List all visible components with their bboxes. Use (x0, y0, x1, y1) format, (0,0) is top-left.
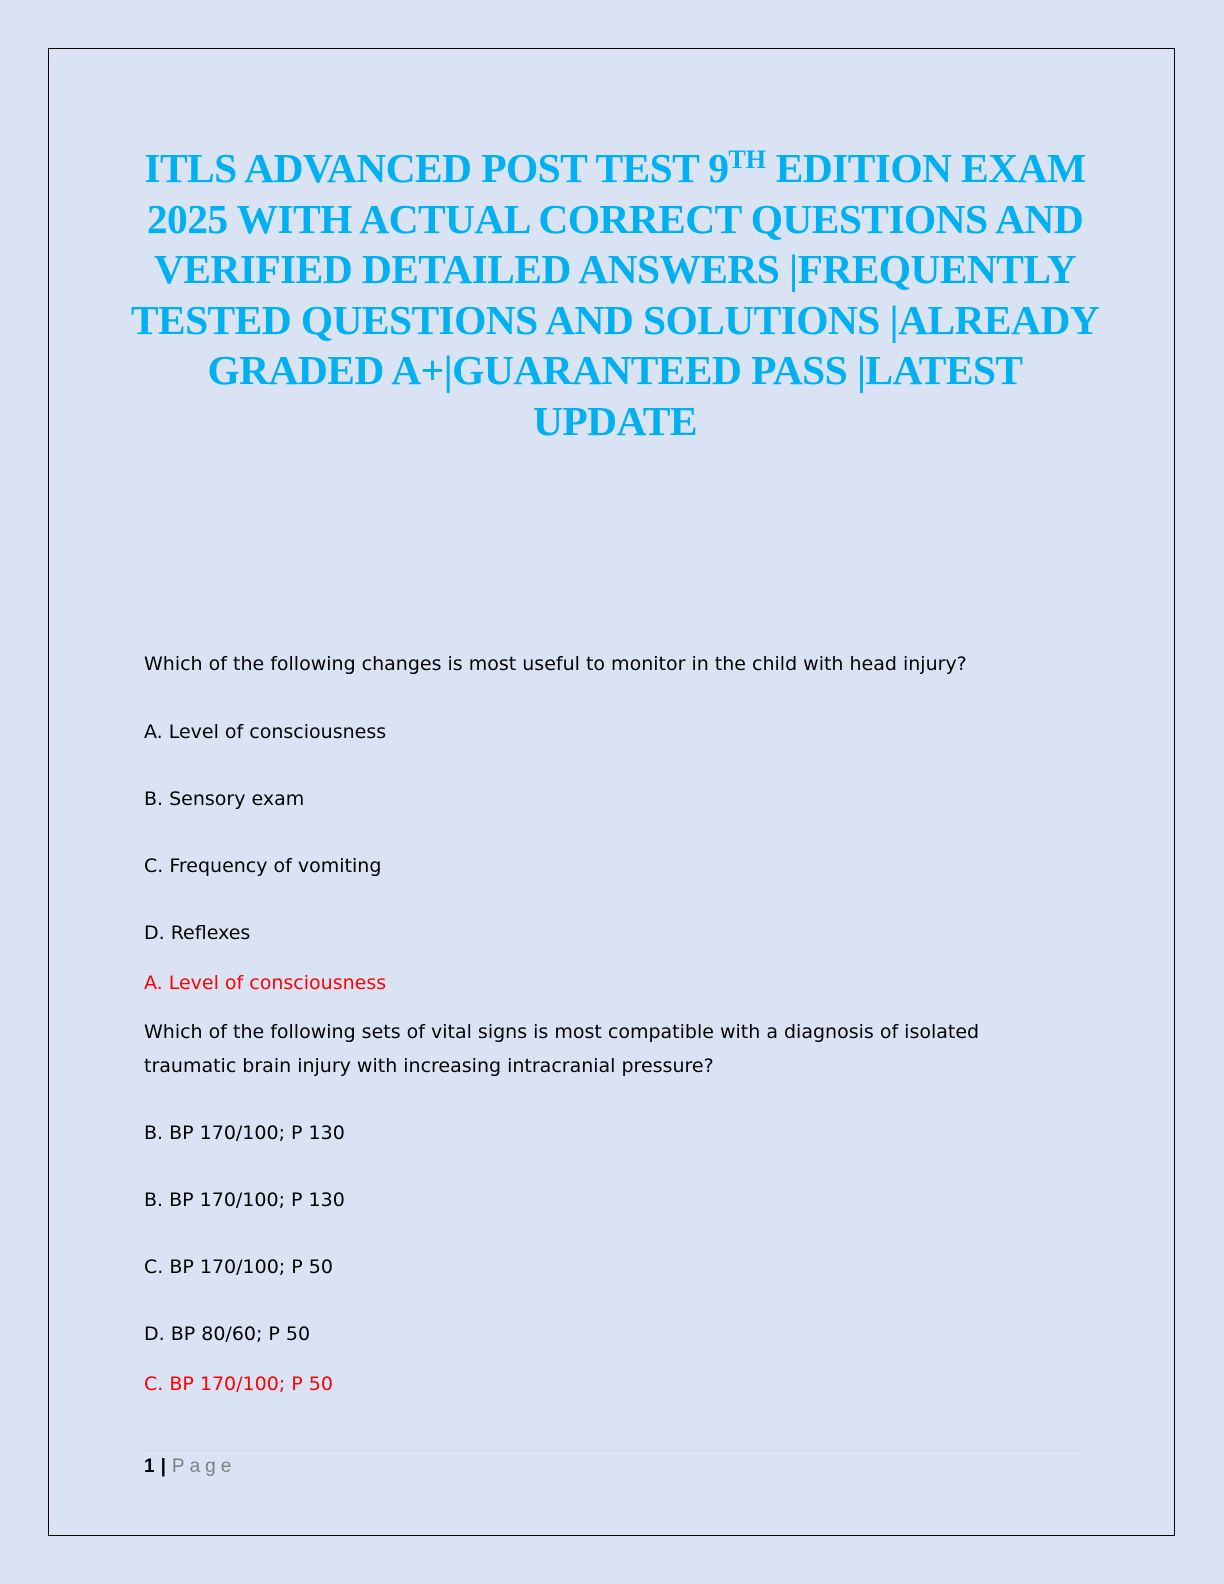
page-label: Page (171, 1456, 237, 1477)
question-1-option-b: B. Sensory exam (144, 788, 305, 810)
question-1-option-a: A. Level of consciousness (144, 721, 387, 743)
page-footer (144, 1456, 236, 1478)
question-2-option-3: C. BP 170/100; P 50 (144, 1256, 333, 1278)
question-2-answer: C. BP 170/100; P 50 (144, 1373, 333, 1395)
page-number: 1 (144, 1456, 155, 1477)
question-1-option-c: C. Frequency of vomiting (144, 855, 382, 877)
question-2-option-1: B. BP 170/100; P 130 (144, 1122, 345, 1144)
footer-separator: | (160, 1456, 166, 1477)
question-1-text: Which of the following changes is most useful to monitor in the child with head injury? (144, 653, 967, 675)
question-2-text: Which of the following sets of vital signs is most compatible with a diagnosis of isolated traumatic brain injury with increasing intracranial pressure? (144, 1021, 980, 1077)
title-superscript: TH (728, 145, 766, 174)
question-1-option-d: D. Reflexes (144, 922, 251, 944)
question-2-option-4: D. BP 80/60; P 50 (144, 1323, 311, 1345)
question-2-option-2: B. BP 170/100; P 130 (144, 1189, 345, 1211)
document-title: ITLS ADVANCED POST TEST 9TH EDITION EXAM 2025 WITH ACTUAL CORRECT QUESTIONS AND VERIFIED DETAILED ANSWERS |FREQUENTLY TESTED QUESTIONS AND SOLUTIONS |ALREADY GRADED A+|GUARANTEED PASS |LATEST UPDATE (130, 145, 1100, 444)
question-1-answer: A. Level of consciousness (144, 972, 387, 994)
footer-divider (144, 1450, 1084, 1451)
